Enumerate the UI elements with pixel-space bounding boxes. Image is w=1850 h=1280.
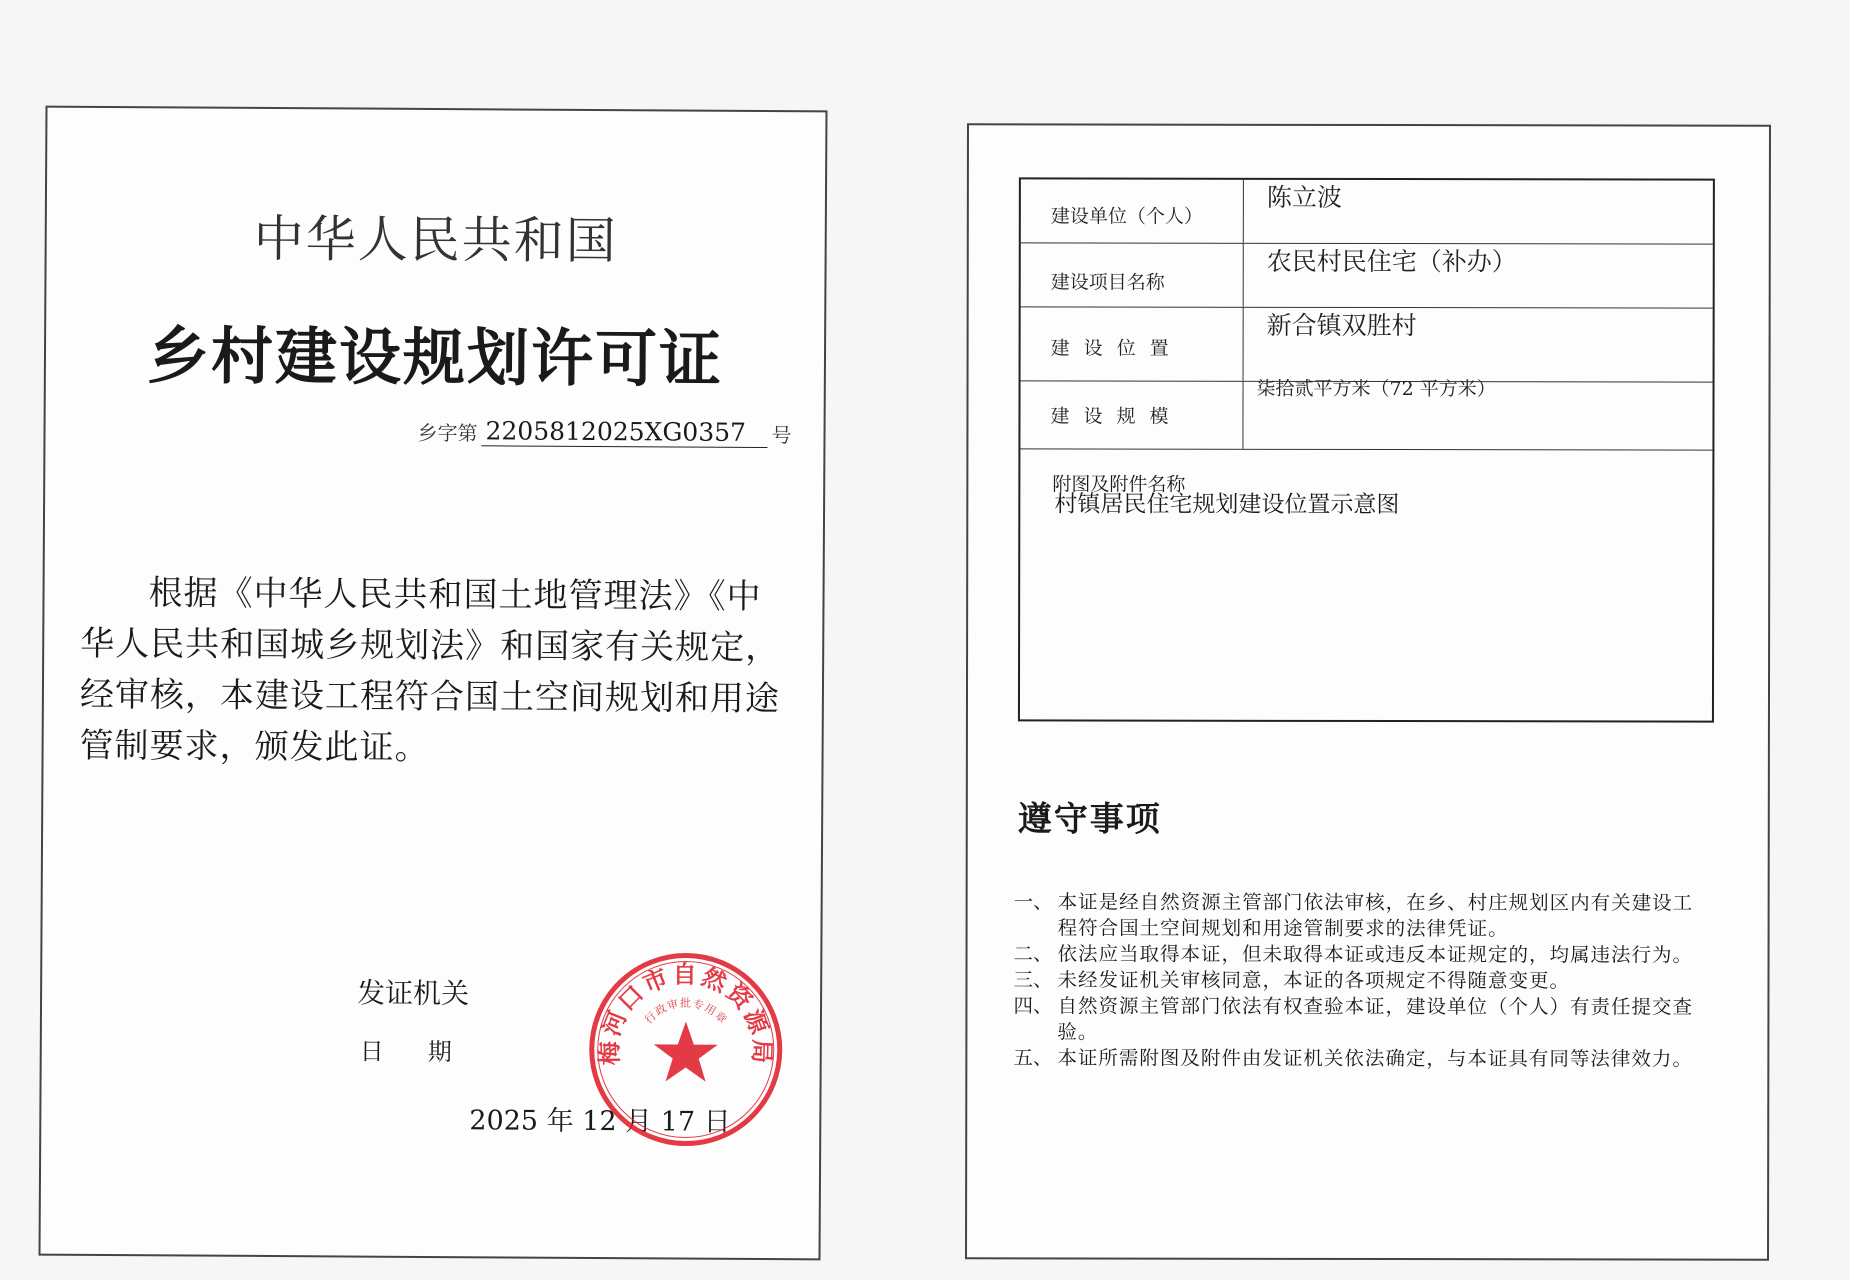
date-label: 日期: [359, 1037, 496, 1067]
list-item: [1013, 993, 1709, 1046]
certificate-details-page: [965, 123, 1771, 1260]
table-row: [1020, 377, 1712, 450]
rule-number: 三、: [1013, 968, 1053, 992]
rule-number: 二、: [1013, 942, 1053, 966]
list-item: [1013, 1045, 1709, 1072]
certificate-cover-page: [38, 106, 827, 1261]
rule-number: 五、: [1013, 1046, 1053, 1070]
column-divider: [1243, 180, 1244, 243]
row-value: 新合镇双胜村: [1266, 310, 1417, 341]
certificate-number-prefix: 乡字第: [417, 420, 478, 446]
row-value: 农民村民住宅（补办）: [1266, 246, 1517, 277]
table-row: [1021, 179, 1713, 244]
document-title: 乡村建设规划许可证: [146, 319, 724, 396]
project-info-table: [1018, 177, 1715, 722]
table-row: [1021, 307, 1713, 382]
row-label: 建设单位（个人）: [1050, 205, 1203, 228]
svg-text:行政审批专用章: [642, 996, 730, 1027]
star-icon: [654, 1021, 718, 1081]
certificate-number-value: 2205812025XG0357: [481, 416, 767, 448]
list-item: [1014, 941, 1710, 968]
rule-text: 未经发证机关审核同意，本证的各项规定不得随意变更。: [1057, 968, 1571, 993]
seal-text: 梅河口市自然资源局: [595, 960, 777, 1067]
column-divider: [1243, 244, 1244, 307]
list-item: [1013, 967, 1709, 994]
row-label: 建设项目名称: [1050, 271, 1165, 294]
official-seal: [585, 949, 786, 1150]
attachments-label: 附图及附件名称: [1052, 473, 1186, 496]
issuer-label: 发证机关: [357, 976, 470, 1011]
rule-text: 依法应当取得本证，但未取得本证或违反本证规定的，均属违法行为。: [1057, 942, 1694, 967]
attachments-value: 村镇居民住宅规划建设位置示意图: [1054, 491, 1400, 519]
rule-text: 自然资源主管部门依法有权查验本证，建设单位（个人）有责任提交查验。: [1057, 994, 1693, 1044]
row-label: 建设位置: [1050, 337, 1183, 360]
rules-title: 遵守事项: [1017, 799, 1162, 840]
rule-text: 本证是经自然资源主管部门依法审核，在乡、村庄规划区内有关建设工程符合国土空间规划和用途管制要求的法律凭证。: [1057, 890, 1694, 941]
column-divider: [1243, 308, 1244, 381]
list-item: [1014, 889, 1710, 942]
column-divider: [1242, 382, 1243, 449]
rules-list: [1013, 889, 1709, 1072]
seal-inner-text: 行政审批专用章: [642, 996, 730, 1027]
rule-number: 一、: [1013, 890, 1053, 914]
rule-number: 四、: [1013, 994, 1053, 1018]
row-label: 建设规模: [1050, 405, 1183, 428]
certificate-number: [417, 416, 791, 448]
row-value: 柒拾贰平方米（72 平方米）: [1256, 377, 1496, 401]
certificate-body-text: 根据《中华人民共和国土地管理法》《中华人民共和国城乡规划法》和国家有关规定，经审核，本建设工程符合国土空间规划和用途管制要求，颁发此证。: [79, 573, 781, 768]
country-heading: 中华人民共和国: [253, 209, 618, 271]
issue-date: 2025 年 12 月 17 日: [469, 1105, 731, 1138]
rule-text: 本证所需附图及附件由发证机关依法确定，与本证具有同等法律效力。: [1057, 1046, 1693, 1071]
table-row: [1021, 243, 1713, 308]
row-value: 陈立波: [1266, 182, 1342, 212]
certificate-number-suffix: 号: [771, 423, 792, 448]
